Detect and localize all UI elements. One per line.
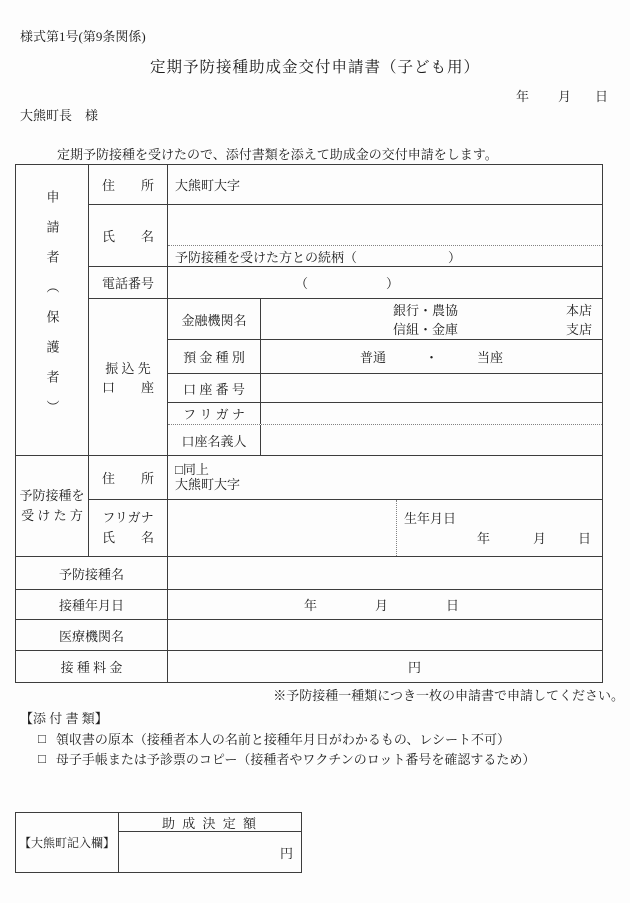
recipient-name-label	[89, 500, 168, 556]
application-date-line	[516, 86, 608, 105]
recipient-address-prefix: 大熊町大字	[175, 477, 241, 493]
recipient-section	[16, 456, 602, 557]
applicant-phone-label: 電話番号	[89, 267, 168, 298]
branch-option-1[interactable]: 本店	[565, 303, 592, 318]
bank-transfer-label-line1: 振 込 先	[105, 361, 151, 376]
account-holder-label: 口座名義人	[168, 425, 261, 455]
branch-option-2[interactable]: 支店	[565, 322, 592, 337]
grant-amount-input[interactable]	[119, 832, 301, 872]
applicant-section	[16, 165, 602, 456]
page-title: 定期予防接種助成金交付申請書（子ども用）	[149, 59, 480, 76]
applicant-address-input[interactable]	[168, 165, 602, 204]
office-use-label: 【大熊町記入欄】	[16, 813, 119, 872]
recipient-name-label-line2: 氏 名	[101, 529, 154, 545]
medical-institution-label: 医療機関名	[16, 620, 168, 650]
fee-label: 接 種 料 金	[16, 651, 168, 682]
date-day-label: 日	[595, 89, 609, 104]
same-as-above-checkbox[interactable]: □同上	[175, 462, 209, 478]
applicant-name-label: 氏 名	[89, 205, 168, 267]
grant-amount-header: 助 成 決 定 額	[119, 813, 301, 832]
vaccine-name-input[interactable]	[168, 557, 602, 589]
grant-amount-unit-label: 円	[279, 845, 293, 861]
account-number-label: 口 座 番 号	[168, 374, 261, 402]
birth-day-label: 日	[578, 531, 592, 547]
vaccination-month-label: 月	[375, 598, 389, 613]
fee-input[interactable]	[168, 651, 602, 682]
birthdate-input[interactable]	[397, 500, 602, 556]
financial-institution-label: 金融機関名	[168, 299, 261, 339]
deposit-type-label: 預 金 種 別	[168, 340, 261, 373]
checkbox-icon[interactable]: □	[38, 750, 46, 766]
checkbox-icon[interactable]: □	[38, 730, 46, 746]
addressee: 大熊町長 様	[20, 108, 99, 123]
attachment-item-text: 母子手帳または予診票のコピー（接種者やワクチンのロット番号を確認するため）	[55, 752, 536, 767]
form-number: 様式第1号(第9条関係)	[20, 29, 146, 44]
deposit-type-options[interactable]: 普通 ・ 当座	[359, 350, 503, 365]
vaccination-day-label: 日	[446, 598, 460, 613]
institution-type-option-1[interactable]: 銀行・農協	[393, 303, 459, 318]
application-table	[15, 164, 603, 683]
date-year-label: 年	[516, 89, 530, 104]
recipient-side-label-line2: 受 け た 方	[21, 508, 83, 523]
applicant-name-input[interactable]	[168, 205, 602, 247]
birth-month-label: 月	[533, 531, 547, 547]
recipient-name-input[interactable]	[168, 500, 397, 556]
birthdate-label: 生年月日	[404, 511, 457, 527]
applicant-address-prefix: 大熊町大字	[175, 177, 241, 193]
medical-institution-input[interactable]	[168, 620, 602, 650]
attachment-item-receipt	[38, 729, 510, 748]
applicant-phone-input[interactable]: （ ）	[295, 276, 400, 292]
office-use-table	[15, 812, 302, 873]
account-holder-input[interactable]	[261, 425, 602, 455]
account-furigana-input[interactable]	[261, 403, 602, 424]
account-number-input[interactable]	[261, 374, 602, 402]
attachments-heading: 【添 付 書 類】	[20, 711, 108, 726]
recipient-address-input[interactable]	[168, 456, 602, 499]
applicant-side-label: 申請者（保護者）	[16, 165, 89, 455]
vaccination-date-label: 接種年月日	[16, 590, 168, 619]
birth-year-label: 年	[477, 531, 491, 547]
relation-note: 予防接種を受けた方との続柄（ ）	[175, 249, 462, 265]
recipient-address-label: 住 所	[89, 456, 168, 499]
applicant-address-label: 住 所	[89, 165, 168, 204]
vaccination-date-input[interactable]	[168, 590, 602, 619]
recipient-side-label-line1: 予防接種を	[19, 488, 85, 503]
financial-institution-input[interactable]	[261, 299, 602, 339]
date-month-label: 月	[558, 89, 572, 104]
recipient-side-label	[16, 456, 89, 556]
attachment-item-handbook	[38, 749, 535, 768]
recipient-furigana-label: フリガナ	[102, 509, 154, 525]
bank-transfer-label	[89, 299, 168, 455]
vaccination-year-label: 年	[304, 598, 318, 613]
bank-transfer-label-line2: 口 座	[101, 380, 154, 395]
intro-sentence: 定期予防接種を受けたので、添付書類を添えて助成金の交付申請をします。	[57, 147, 498, 162]
account-furigana-label: フ リ ガ ナ	[168, 403, 261, 424]
one-sheet-note: ※予防接種一種類につき一枚の申請書で申請してください。	[273, 688, 624, 703]
fee-unit-label: 円	[408, 660, 422, 675]
attachment-item-text: 領収書の原本（接種者本人の名前と接種年月日がわかるもの、レシート不可）	[55, 732, 511, 747]
institution-type-option-2[interactable]: 信組・金庫	[393, 322, 459, 337]
vaccine-name-label: 予防接種名	[16, 557, 168, 589]
